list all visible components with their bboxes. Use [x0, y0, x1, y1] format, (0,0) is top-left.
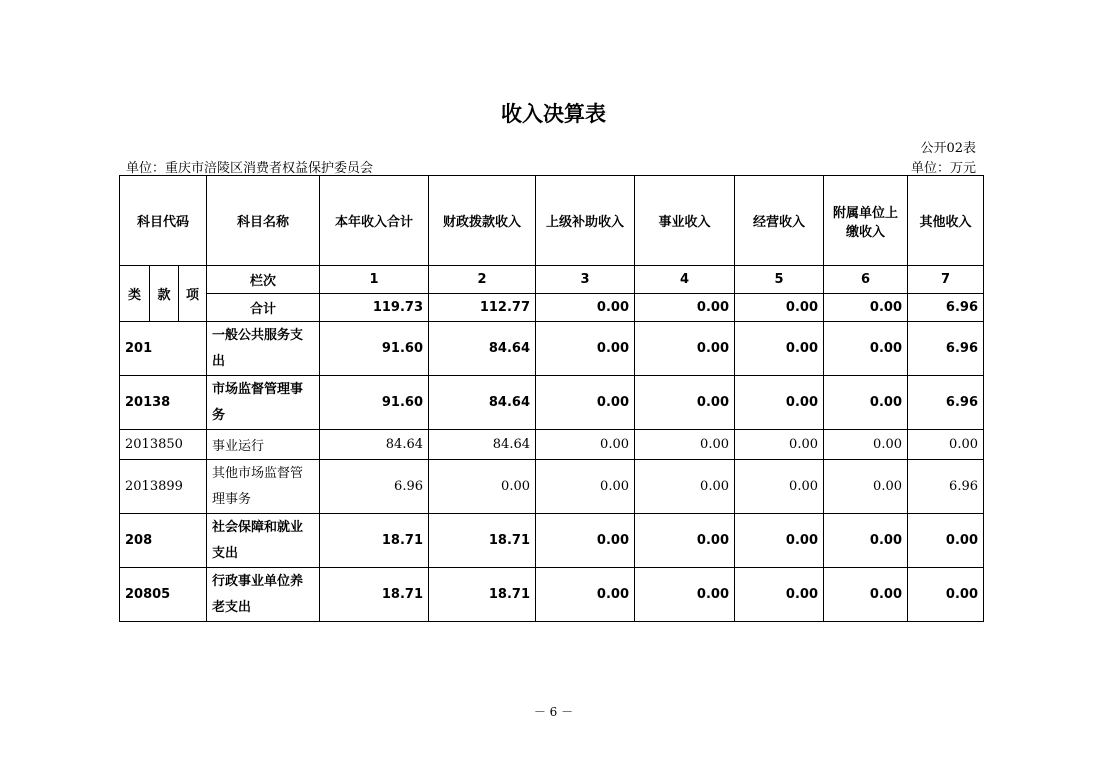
total-value: 119.73	[320, 294, 429, 322]
cell-value: 84.64	[429, 376, 536, 430]
income-table	[119, 175, 984, 622]
column-number: 6	[824, 266, 908, 294]
column-number-row	[120, 266, 984, 294]
header-col: 事业收入	[635, 176, 735, 266]
table-row	[120, 568, 984, 622]
cell-value: 91.60	[320, 322, 429, 376]
subject-name: 其他市场监督管理事务	[207, 460, 320, 514]
cell-value: 0.00	[735, 430, 824, 460]
cell-value: 0.00	[824, 430, 908, 460]
cell-value: 0.00	[536, 514, 635, 568]
column-number: 5	[735, 266, 824, 294]
cell-value: 0.00	[635, 568, 735, 622]
cell-value: 0.00	[536, 430, 635, 460]
cell-value: 6.96	[320, 460, 429, 514]
header-code: 科目代码	[120, 176, 207, 266]
total-row	[120, 294, 984, 322]
subject-code: 2013899	[120, 460, 207, 514]
cell-value: 0.00	[824, 322, 908, 376]
cell-value: 6.96	[908, 322, 984, 376]
subject-name: 社会保障和就业支出	[207, 514, 320, 568]
xiang-label: 项	[179, 266, 207, 322]
header-col: 上级补助收入	[536, 176, 635, 266]
header-col: 其他收入	[908, 176, 984, 266]
cell-value: 0.00	[536, 376, 635, 430]
cell-value: 0.00	[735, 568, 824, 622]
cell-value: 18.71	[429, 514, 536, 568]
page-number: － 6 －	[533, 705, 574, 719]
total-value: 6.96	[908, 294, 984, 322]
cell-value: 0.00	[735, 460, 824, 514]
header-col: 经营收入	[735, 176, 824, 266]
column-number: 2	[429, 266, 536, 294]
column-number: 3	[536, 266, 635, 294]
cell-value: 18.71	[320, 568, 429, 622]
subject-name: 行政事业单位养老支出	[207, 568, 320, 622]
lanci-label: 栏次	[207, 266, 320, 294]
cell-value: 0.00	[635, 460, 735, 514]
column-number: 4	[635, 266, 735, 294]
total-label: 合计	[207, 294, 320, 322]
cell-value: 91.60	[320, 376, 429, 430]
page-title: 收入决算表	[501, 102, 606, 126]
cell-value: 18.71	[320, 514, 429, 568]
table-row	[120, 322, 984, 376]
header-row	[120, 176, 984, 266]
cell-value: 6.96	[908, 460, 984, 514]
cell-value: 0.00	[536, 322, 635, 376]
cell-value: 0.00	[908, 568, 984, 622]
total-value: 0.00	[824, 294, 908, 322]
subject-name: 事业运行	[207, 430, 320, 460]
subject-name: 一般公共服务支出	[207, 322, 320, 376]
subject-name: 市场监督管理事务	[207, 376, 320, 430]
kuan-label: 款	[150, 266, 179, 322]
cell-value: 0.00	[824, 460, 908, 514]
cell-value: 0.00	[908, 514, 984, 568]
subject-code: 208	[120, 514, 207, 568]
column-number: 1	[320, 266, 429, 294]
cell-value: 6.96	[908, 376, 984, 430]
subject-code: 20805	[120, 568, 207, 622]
cell-value: 0.00	[735, 322, 824, 376]
cell-value: 0.00	[635, 322, 735, 376]
lei-label: 类	[120, 266, 150, 322]
cell-value: 0.00	[635, 430, 735, 460]
unit-organization: 单位：重庆市涪陵区消费者权益保护委员会	[126, 161, 374, 176]
table-row	[120, 514, 984, 568]
cell-value: 0.00	[635, 514, 735, 568]
cell-value: 0.00	[735, 514, 824, 568]
subject-code: 2013850	[120, 430, 207, 460]
subject-code: 20138	[120, 376, 207, 430]
header-col: 附属单位上缴收入	[824, 176, 908, 266]
total-value: 0.00	[735, 294, 824, 322]
unit-currency: 单位：万元	[910, 161, 976, 176]
cell-value: 0.00	[908, 430, 984, 460]
cell-value: 0.00	[824, 376, 908, 430]
header-name: 科目名称	[207, 176, 320, 266]
cell-value: 0.00	[735, 376, 824, 430]
total-value: 0.00	[536, 294, 635, 322]
cell-value: 84.64	[429, 322, 536, 376]
cell-value: 84.64	[320, 430, 429, 460]
cell-value: 0.00	[536, 460, 635, 514]
form-number: 公开02表	[920, 141, 976, 156]
cell-value: 0.00	[536, 568, 635, 622]
total-value: 0.00	[635, 294, 735, 322]
header-col: 本年收入合计	[320, 176, 429, 266]
cell-value: 0.00	[824, 514, 908, 568]
header-col: 财政拨款收入	[429, 176, 536, 266]
cell-value: 18.71	[429, 568, 536, 622]
total-value: 112.77	[429, 294, 536, 322]
subject-code: 201	[120, 322, 207, 376]
cell-value: 0.00	[635, 376, 735, 430]
cell-value: 0.00	[429, 460, 536, 514]
cell-value: 84.64	[429, 430, 536, 460]
table-row	[120, 430, 984, 460]
column-number: 7	[908, 266, 984, 294]
table-row	[120, 376, 984, 430]
cell-value: 0.00	[824, 568, 908, 622]
table-row	[120, 460, 984, 514]
